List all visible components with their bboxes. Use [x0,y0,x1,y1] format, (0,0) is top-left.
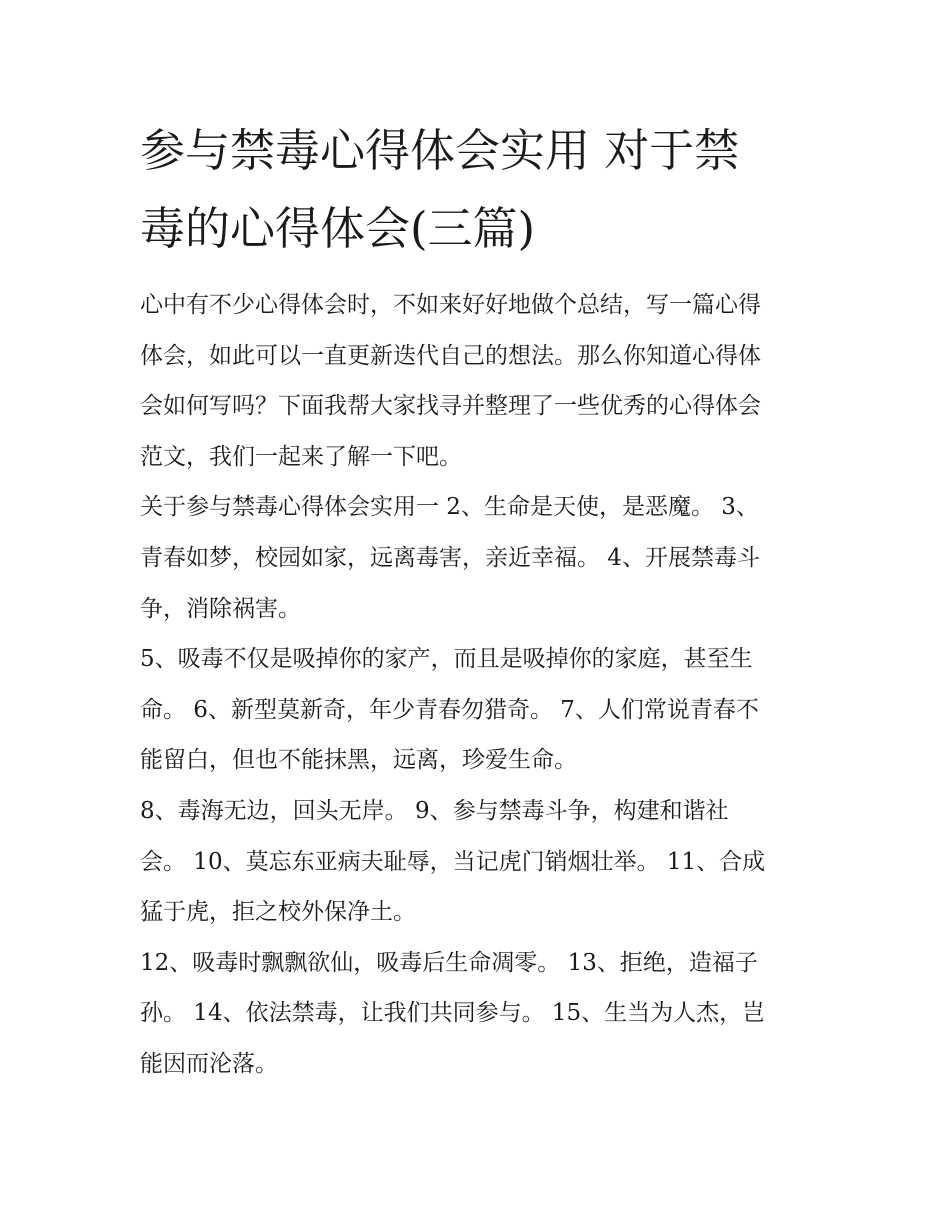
paragraph-slogans-2 [140,634,812,786]
paragraph-slogans-3 [140,786,812,938]
document-page [140,112,812,1090]
text-line: 会。 10、莫忘东亚病夫耻辱，当记虎门销烟壮举。 11、合成 [140,848,766,875]
text-line: 孙。 14、依法禁毒，让我们共同参与。 15、生当为人杰，岂 [140,1000,766,1027]
text-line: 12、吸毒时飘飘欲仙，吸毒后生命凋零。 13、拒绝，造福子 [140,949,758,976]
text-line: 体会，如此可以一直更新迭代自己的想法。那么你知道心得体 [140,342,761,369]
text-line: 范文，我们一起来了解一下吧。 [140,443,462,470]
document-body [140,280,812,1090]
paragraph-slogans-4 [140,938,812,1090]
text-line: 争，消除祸害。 [140,595,301,622]
paragraph-intro [140,280,812,482]
text-line: 命。 6、新型莫新奇，年少青春勿猎奇。 7、人们常说青春不 [140,696,759,723]
text-line: 5、吸毒不仅是吸掉你的家产，而且是吸掉你的家庭，甚至生 [140,646,753,673]
text-line: 青春如梦，校园如家，远离毒害，亲近幸福。 4、开展禁毒斗 [140,544,760,571]
text-line: 关于参与禁毒心得体会实用一 2、生命是天使，是恶魔。 3、 [140,494,759,521]
text-line: 能因而沦落。 [140,1050,278,1077]
paragraph-slogans-1 [140,482,812,634]
text-line: 猛于虎，拒之校外保净土。 [140,899,416,926]
text-line: 能留白，但也不能抹黑，远离，珍爱生命。 [140,747,577,774]
text-line: 会如何写吗？下面我帮大家找寻并整理了一些优秀的心得体会 [140,393,761,420]
document-title [140,112,812,268]
text-line: 8、毒海无边，回头无岸。 9、参与禁毒斗争，构建和谐社 [140,797,729,824]
title-line: 毒的心得体会(三篇) [140,202,536,255]
text-line: 心中有不少心得体会时，不如来好好地做个总结，写一篇心得 [140,292,761,318]
title-line: 参与禁毒心得体会实用 对于禁 [140,124,740,177]
